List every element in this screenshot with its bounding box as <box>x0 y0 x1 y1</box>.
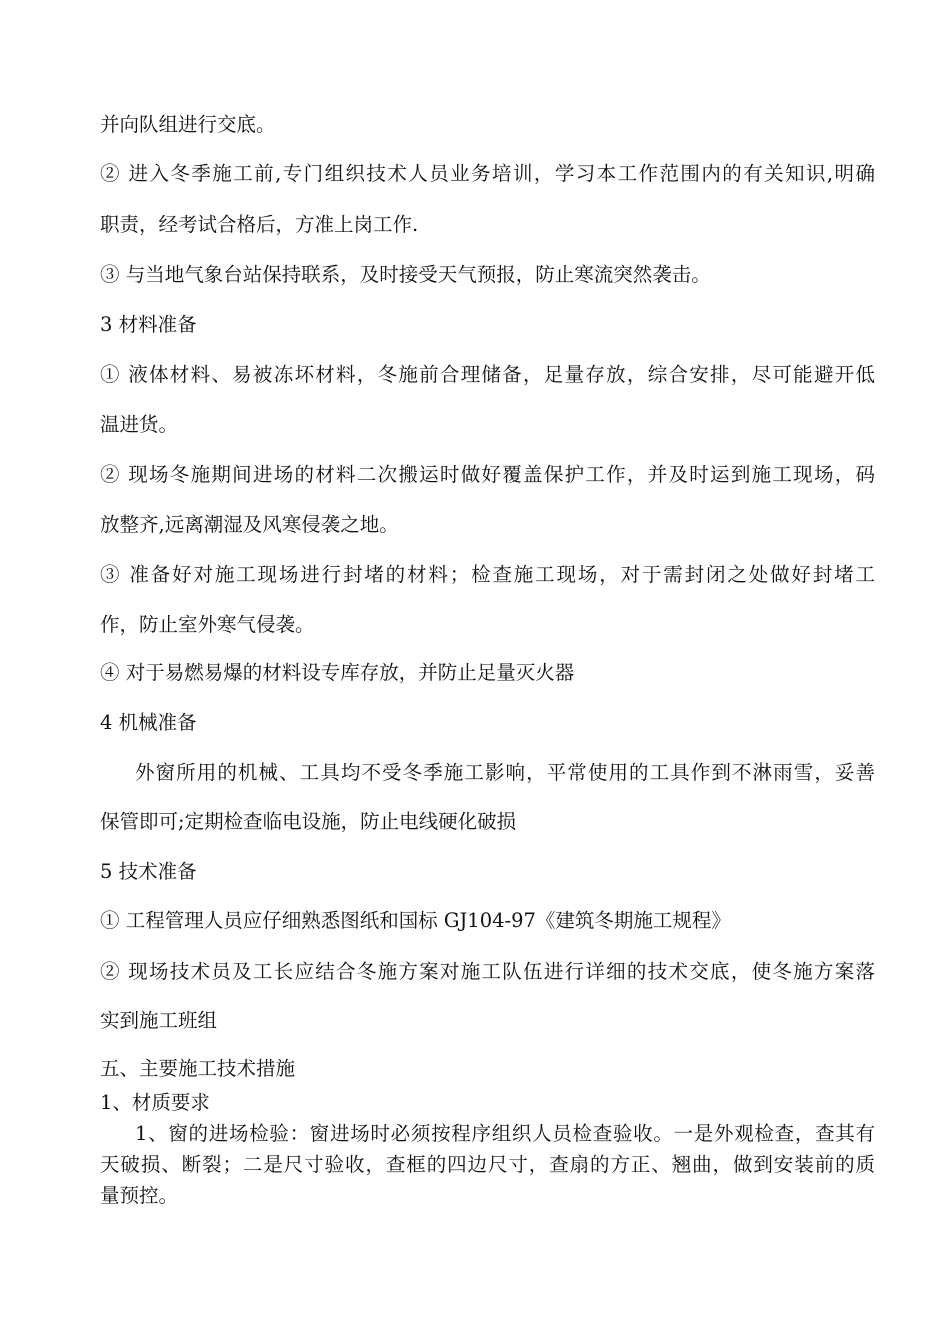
paragraph-line: 放整齐,远离潮湿及风寒侵袭之地。 <box>100 513 399 536</box>
paragraph-line: ① 工程管理人员应仔细熟悉图纸和国标 GJ104-97《建筑冬期施工规程》 <box>100 909 731 932</box>
paragraph-line: ① 液体材料、易被冻坏材料，冬施前合理储备，足量存放，综合安排，尽可能避开低 <box>100 363 875 386</box>
paragraph-line: 作，防止室外寒气侵袭。 <box>100 613 315 636</box>
paragraph-line: 1、窗的进场检验：窗进场时必须按程序组织人员检查验收。一是外观检查，查其有 <box>135 1122 875 1145</box>
paragraph-line: 量预控。 <box>100 1184 179 1207</box>
paragraph-line: 天破损、断裂；二是尺寸验收，查框的四边尺寸，查扇的方正、翘曲，做到安装前的质 <box>100 1153 875 1176</box>
paragraph-line: ② 进入冬季施工前,专门组织技术人员业务培训，学习本工作范围内的有关知识,明确 <box>100 162 875 185</box>
paragraph-line: ③ 与当地气象台站保持联系，及时接受天气预报，防止寒流突然袭击。 <box>100 263 711 286</box>
paragraph-line: ③ 准备好对施工现场进行封堵的材料；检查施工现场，对于需封闭之处做好封堵工 <box>100 563 875 586</box>
section-heading: 五、主要施工技术措施 <box>100 1057 296 1080</box>
paragraph-line: 职责，经考试合格后，方准上岗工作. <box>100 213 419 236</box>
paragraph-line: 温进货。 <box>100 413 179 436</box>
section-heading: 4 机械准备 <box>100 711 197 734</box>
paragraph-line: ② 现场技术员及工长应结合冬施方案对施工队伍进行详细的技术交底，使冬施方案落 <box>100 960 875 983</box>
section-heading: 5 技术准备 <box>100 860 197 883</box>
subsection-heading: 1、材质要求 <box>100 1091 210 1114</box>
paragraph-line: ② 现场冬施期间进场的材料二次搬运时做好覆盖保护工作，并及时运到施工现场，码 <box>100 463 875 486</box>
paragraph-line: 保管即可;定期检查临电设施，防止电线硬化破损 <box>100 810 517 833</box>
paragraph-line: 外窗所用的机械、工具均不受冬季施工影响，平常使用的工具作到不淋雨雪，妥善 <box>135 761 875 784</box>
paragraph-line: 实到施工班组 <box>100 1009 218 1032</box>
paragraph-line: ④ 对于易燃易爆的材料设专库存放，并防止足量灭火器 <box>100 661 575 684</box>
paragraph-line: 并向队组进行交底。 <box>100 113 276 136</box>
section-heading: 3 材料准备 <box>100 313 197 336</box>
